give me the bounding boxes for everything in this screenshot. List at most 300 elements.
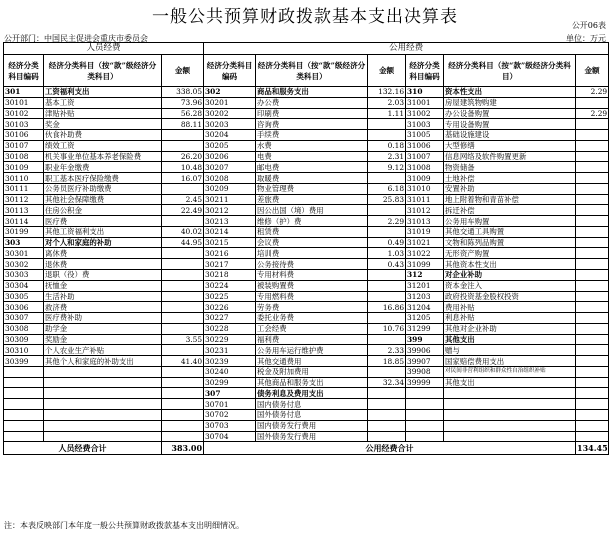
cell-amount: 2.29 bbox=[368, 216, 406, 227]
table-row bbox=[4, 366, 609, 377]
table-row bbox=[4, 270, 609, 281]
cell-name: 国外债务付息 bbox=[256, 409, 368, 420]
cell-code: 30704 bbox=[204, 431, 256, 442]
cell-amount: 10.48 bbox=[162, 162, 204, 173]
cell-amount bbox=[162, 130, 204, 141]
cell-code bbox=[4, 399, 44, 410]
cell-name: 取暖费 bbox=[256, 173, 368, 184]
cell-amount bbox=[576, 270, 609, 281]
cell-name bbox=[444, 399, 576, 410]
cell-name: 资本性支出 bbox=[444, 87, 576, 98]
cell-amount bbox=[576, 119, 609, 130]
cell-name: 绩效工资 bbox=[44, 140, 162, 151]
cell-name bbox=[444, 420, 576, 431]
table-row bbox=[4, 377, 609, 388]
cell-amount bbox=[576, 248, 609, 259]
cell-code: 30109 bbox=[4, 162, 44, 173]
cell-code: 31204 bbox=[406, 302, 444, 313]
table-row bbox=[4, 431, 609, 442]
cell-code: 30302 bbox=[4, 259, 44, 270]
personnel-total-value: 383.00 bbox=[162, 442, 204, 455]
cell-code: 31008 bbox=[406, 162, 444, 173]
cell-name: 奖励金 bbox=[44, 334, 162, 345]
cell-amount: 2.29 bbox=[576, 87, 609, 98]
table-row bbox=[4, 162, 609, 173]
cell-code: 30240 bbox=[204, 366, 256, 377]
cell-code: 30102 bbox=[4, 108, 44, 119]
cell-code: 30111 bbox=[4, 183, 44, 194]
cell-name: 其他对企业补助 bbox=[444, 323, 576, 334]
cell-amount bbox=[576, 205, 609, 216]
cell-name: 房屋建筑物购建 bbox=[444, 97, 576, 108]
cell-amount bbox=[162, 420, 204, 431]
cell-code: 31019 bbox=[406, 226, 444, 237]
cell-name: 资本金注入 bbox=[444, 280, 576, 291]
cell-code: 399 bbox=[406, 334, 444, 345]
cell-name: 地上附着物和青苗补偿 bbox=[444, 194, 576, 205]
cell-code: 301 bbox=[4, 87, 44, 98]
cell-amount bbox=[576, 323, 609, 334]
cell-code bbox=[406, 409, 444, 420]
cell-amount: 2.31 bbox=[368, 151, 406, 162]
cell-name bbox=[444, 388, 576, 399]
cell-code bbox=[4, 388, 44, 399]
cell-code bbox=[4, 431, 44, 442]
cell-name: 专用材料费 bbox=[256, 270, 368, 281]
cell-name: 专用燃料费 bbox=[256, 291, 368, 302]
cell-code: 30307 bbox=[4, 313, 44, 324]
cell-code: 30225 bbox=[204, 291, 256, 302]
cell-amount bbox=[576, 366, 609, 377]
table-row bbox=[4, 226, 609, 237]
cell-code: 31022 bbox=[406, 248, 444, 259]
cell-amount bbox=[162, 388, 204, 399]
cell-name: 机关事业单位基本养老保险费 bbox=[44, 151, 162, 162]
cell-code: 30203 bbox=[204, 119, 256, 130]
cell-amount bbox=[576, 97, 609, 108]
cell-name: 其他交通工具购置 bbox=[444, 226, 576, 237]
table-row bbox=[4, 420, 609, 431]
cell-code: 30199 bbox=[4, 226, 44, 237]
cell-code: 30226 bbox=[204, 302, 256, 313]
cell-code: 31299 bbox=[406, 323, 444, 334]
cell-code: 30202 bbox=[204, 108, 256, 119]
cell-name: 债务利息及费用支出 bbox=[256, 388, 368, 399]
cell-code bbox=[406, 420, 444, 431]
cell-name: 税金及附加费用 bbox=[256, 366, 368, 377]
table-row bbox=[4, 345, 609, 356]
table-row bbox=[4, 259, 609, 270]
cell-amount: 88.11 bbox=[162, 119, 204, 130]
cell-code: 31006 bbox=[406, 140, 444, 151]
cell-name: 退职（役）费 bbox=[44, 270, 162, 281]
cell-name: 土地补偿 bbox=[444, 173, 576, 184]
cell-code: 30301 bbox=[4, 248, 44, 259]
cell-name: 拆迁补偿 bbox=[444, 205, 576, 216]
department: 公开部门：中国民主促进会重庆市委员会 bbox=[4, 34, 148, 43]
cell-code: 31013 bbox=[406, 216, 444, 227]
personnel-total-label: 人员经费合计 bbox=[4, 442, 162, 455]
cell-name: 生活补助 bbox=[44, 291, 162, 302]
cell-amount bbox=[162, 140, 204, 151]
cell-amount bbox=[576, 431, 609, 442]
cell-name: 商品和服务支出 bbox=[256, 87, 368, 98]
cell-amount bbox=[576, 280, 609, 291]
table-row bbox=[4, 323, 609, 334]
table-row bbox=[4, 280, 609, 291]
cell-code: 30310 bbox=[4, 345, 44, 356]
cell-amount bbox=[576, 151, 609, 162]
cell-amount bbox=[368, 420, 406, 431]
cell-amount bbox=[576, 409, 609, 420]
cell-amount bbox=[576, 130, 609, 141]
cell-code bbox=[4, 409, 44, 420]
cell-name: 国内债务付息 bbox=[256, 399, 368, 410]
cell-amount: 16.07 bbox=[162, 173, 204, 184]
table-row bbox=[4, 302, 609, 313]
cell-code: 30701 bbox=[204, 399, 256, 410]
cell-code: 30207 bbox=[204, 162, 256, 173]
cell-code: 31012 bbox=[406, 205, 444, 216]
cell-name: 基本工资 bbox=[44, 97, 162, 108]
cell-name: 工资福利支出 bbox=[44, 87, 162, 98]
cell-name: 对个人和家庭的补助 bbox=[44, 237, 162, 248]
cell-amount: 2.33 bbox=[368, 345, 406, 356]
cell-amount bbox=[576, 291, 609, 302]
cell-code: 30113 bbox=[4, 205, 44, 216]
cell-name: 公务接待费 bbox=[256, 259, 368, 270]
cell-amount: 25.83 bbox=[368, 194, 406, 205]
cell-code: 30110 bbox=[4, 173, 44, 184]
cell-amount bbox=[162, 431, 204, 442]
footnote: 注：本表反映部门本年度一般公共预算财政拨款基本支出明细情况。 bbox=[4, 521, 244, 530]
cell-code: 31007 bbox=[406, 151, 444, 162]
cell-name: 印刷费 bbox=[256, 108, 368, 119]
cell-name: 邮电费 bbox=[256, 162, 368, 173]
unit-label: 单位：万元 bbox=[566, 34, 606, 43]
cell-name: 租赁费 bbox=[256, 226, 368, 237]
cell-name: 伙食补助费 bbox=[44, 130, 162, 141]
cell-code: 31201 bbox=[406, 280, 444, 291]
cell-name: 福利费 bbox=[256, 334, 368, 345]
cell-name: 培训费 bbox=[256, 248, 368, 259]
table-row bbox=[4, 399, 609, 410]
table-row bbox=[4, 356, 609, 367]
cell-code bbox=[406, 399, 444, 410]
cell-name: 离休费 bbox=[44, 248, 162, 259]
cell-amount bbox=[576, 194, 609, 205]
table-row bbox=[4, 97, 609, 108]
cell-name: 办公费 bbox=[256, 97, 368, 108]
cell-name: 物资储备 bbox=[444, 162, 576, 173]
cell-code: 31005 bbox=[406, 130, 444, 141]
cell-amount bbox=[162, 366, 204, 377]
col-header-code: 经济分类科目编码 bbox=[406, 55, 444, 87]
table-row bbox=[4, 334, 609, 345]
cell-name bbox=[44, 388, 162, 399]
cell-code: 30201 bbox=[204, 97, 256, 108]
cell-code: 30205 bbox=[204, 140, 256, 151]
cell-name: 被装购置费 bbox=[256, 280, 368, 291]
cell-name: 公务用车购置 bbox=[444, 216, 576, 227]
cell-amount bbox=[576, 226, 609, 237]
cell-name: 差旅费 bbox=[256, 194, 368, 205]
personnel-section-header: 人员经费 bbox=[4, 43, 204, 55]
cell-amount bbox=[368, 291, 406, 302]
cell-amount: 26.20 bbox=[162, 151, 204, 162]
cell-name: 住房公积金 bbox=[44, 205, 162, 216]
cell-code: 30305 bbox=[4, 291, 44, 302]
cell-name bbox=[44, 431, 162, 442]
cell-name: 委托业务费 bbox=[256, 313, 368, 324]
cell-amount bbox=[576, 162, 609, 173]
cell-amount bbox=[162, 345, 204, 356]
cell-name: 个人农业生产补贴 bbox=[44, 345, 162, 356]
cell-code: 30107 bbox=[4, 140, 44, 151]
table-row bbox=[4, 151, 609, 162]
cell-amount bbox=[576, 377, 609, 388]
cell-name: 公务用车运行维护费 bbox=[256, 345, 368, 356]
cell-name: 手续费 bbox=[256, 130, 368, 141]
cell-name: 政府投资基金股权投资 bbox=[444, 291, 576, 302]
col-header-code: 经济分类科目编码 bbox=[4, 55, 44, 87]
cell-name: 救济费 bbox=[44, 302, 162, 313]
cell-amount bbox=[162, 323, 204, 334]
cell-name: 文物和陈列品购置 bbox=[444, 237, 576, 248]
cell-amount bbox=[368, 226, 406, 237]
public-total-label: 公用经费合计 bbox=[204, 442, 576, 455]
cell-name: 其他个人和家庭的补助支出 bbox=[44, 356, 162, 367]
cell-code: 30299 bbox=[204, 377, 256, 388]
cell-code: 30206 bbox=[204, 151, 256, 162]
cell-amount bbox=[576, 140, 609, 151]
col-header-name: 经济分类科目（按“款”级经济分类科目） bbox=[256, 55, 368, 87]
table-row bbox=[4, 130, 609, 141]
cell-code: 30215 bbox=[204, 237, 256, 248]
cell-code: 31010 bbox=[406, 183, 444, 194]
cell-name: 对民间非营利组织和群众性自治组织补贴 bbox=[444, 366, 576, 377]
cell-code: 31002 bbox=[406, 108, 444, 119]
cell-name: 职业年金缴费 bbox=[44, 162, 162, 173]
cell-code: 30303 bbox=[4, 270, 44, 281]
cell-amount bbox=[162, 399, 204, 410]
table-row bbox=[4, 409, 609, 420]
cell-amount bbox=[368, 130, 406, 141]
cell-code: 39908 bbox=[406, 366, 444, 377]
table-row bbox=[4, 194, 609, 205]
cell-code: 30239 bbox=[204, 356, 256, 367]
cell-code: 30212 bbox=[204, 205, 256, 216]
cell-name: 抚恤金 bbox=[44, 280, 162, 291]
expenditure-table bbox=[3, 42, 609, 455]
cell-code: 30217 bbox=[204, 259, 256, 270]
cell-code: 31021 bbox=[406, 237, 444, 248]
cell-name: 退休费 bbox=[44, 259, 162, 270]
cell-code: 302 bbox=[204, 87, 256, 98]
cell-amount bbox=[368, 409, 406, 420]
table-row bbox=[4, 173, 609, 184]
cell-name bbox=[44, 409, 162, 420]
cell-amount bbox=[368, 173, 406, 184]
cell-amount: 44.95 bbox=[162, 237, 204, 248]
cell-amount: 73.96 bbox=[162, 97, 204, 108]
cell-code: 30224 bbox=[204, 280, 256, 291]
cell-amount: 22.49 bbox=[162, 205, 204, 216]
cell-amount bbox=[162, 377, 204, 388]
cell-code: 30103 bbox=[4, 119, 44, 130]
public-section-header: 公用经费 bbox=[204, 43, 609, 55]
cell-amount bbox=[368, 313, 406, 324]
cell-name: 其他商品和服务支出 bbox=[256, 377, 368, 388]
cell-amount bbox=[162, 302, 204, 313]
cell-amount: 1.11 bbox=[368, 108, 406, 119]
cell-code: 30114 bbox=[4, 216, 44, 227]
cell-code: 30304 bbox=[4, 280, 44, 291]
cell-name: 会议费 bbox=[256, 237, 368, 248]
cell-name bbox=[44, 399, 162, 410]
cell-amount: 0.18 bbox=[368, 140, 406, 151]
table-row bbox=[4, 183, 609, 194]
cell-code: 30308 bbox=[4, 323, 44, 334]
section-header-row bbox=[4, 43, 609, 55]
cell-amount bbox=[162, 313, 204, 324]
cell-name: 电费 bbox=[256, 151, 368, 162]
cell-name bbox=[44, 366, 162, 377]
table-row bbox=[4, 140, 609, 151]
cell-amount: 0.43 bbox=[368, 259, 406, 270]
cell-name bbox=[444, 431, 576, 442]
cell-code: 31009 bbox=[406, 173, 444, 184]
cell-name: 物业管理费 bbox=[256, 183, 368, 194]
table-row bbox=[4, 248, 609, 259]
totals-row bbox=[4, 442, 609, 455]
cell-amount bbox=[162, 216, 204, 227]
table-row bbox=[4, 119, 609, 130]
cell-name: 赠与 bbox=[444, 345, 576, 356]
cell-code: 39999 bbox=[406, 377, 444, 388]
col-header-amount: 金额 bbox=[368, 55, 406, 87]
table-row bbox=[4, 291, 609, 302]
cell-code: 30399 bbox=[4, 356, 44, 367]
cell-code: 30306 bbox=[4, 302, 44, 313]
cell-code: 30106 bbox=[4, 130, 44, 141]
cell-amount bbox=[368, 280, 406, 291]
cell-name bbox=[44, 420, 162, 431]
cell-name bbox=[444, 409, 576, 420]
cell-amount bbox=[368, 270, 406, 281]
cell-amount: 2.03 bbox=[368, 97, 406, 108]
cell-amount: 32.34 bbox=[368, 377, 406, 388]
cell-amount: 2.29 bbox=[576, 108, 609, 119]
cell-code bbox=[4, 366, 44, 377]
cell-amount: 338.05 bbox=[162, 87, 204, 98]
cell-amount: 10.76 bbox=[368, 323, 406, 334]
table-row bbox=[4, 87, 609, 98]
cell-code: 30229 bbox=[204, 334, 256, 345]
cell-amount bbox=[368, 205, 406, 216]
cell-amount bbox=[162, 291, 204, 302]
page-title: 一般公共预算财政拨款基本支出决算表 bbox=[152, 7, 458, 27]
table-row bbox=[4, 108, 609, 119]
cell-name: 国内债务发行费用 bbox=[256, 420, 368, 431]
cell-code: 31099 bbox=[406, 259, 444, 270]
cell-code: 39906 bbox=[406, 345, 444, 356]
cell-amount bbox=[162, 280, 204, 291]
cell-name: 津贴补贴 bbox=[44, 108, 162, 119]
cell-name: 安置补助 bbox=[444, 183, 576, 194]
cell-code: 30204 bbox=[204, 130, 256, 141]
cell-amount bbox=[576, 216, 609, 227]
cell-code: 30211 bbox=[204, 194, 256, 205]
cell-amount bbox=[162, 270, 204, 281]
cell-amount bbox=[576, 388, 609, 399]
cell-name: 其他资本性支出 bbox=[444, 259, 576, 270]
cell-amount bbox=[368, 119, 406, 130]
cell-amount bbox=[576, 356, 609, 367]
cell-name: 专用设备购置 bbox=[444, 119, 576, 130]
cell-name: 国外债务发行费用 bbox=[256, 431, 368, 442]
cell-amount bbox=[162, 409, 204, 420]
cell-name: 无形资产购置 bbox=[444, 248, 576, 259]
cell-amount: 1.03 bbox=[368, 248, 406, 259]
cell-code: 30218 bbox=[204, 270, 256, 281]
col-header-name: 经济分类科目（按“款”级经济分类科目） bbox=[444, 55, 576, 87]
cell-name: 其他社会保障缴费 bbox=[44, 194, 162, 205]
cell-code: 39907 bbox=[406, 356, 444, 367]
cell-name: 因公出国（境）费用 bbox=[256, 205, 368, 216]
cell-name: 费用补贴 bbox=[444, 302, 576, 313]
cell-amount: 6.18 bbox=[368, 183, 406, 194]
cell-code: 30209 bbox=[204, 183, 256, 194]
cell-code: 30208 bbox=[204, 173, 256, 184]
cell-code: 30228 bbox=[204, 323, 256, 334]
cell-amount bbox=[368, 431, 406, 442]
cell-name: 劳务费 bbox=[256, 302, 368, 313]
column-header-row bbox=[4, 55, 609, 87]
cell-amount bbox=[368, 388, 406, 399]
cell-name: 医疗费补助 bbox=[44, 313, 162, 324]
cell-amount: 40.02 bbox=[162, 226, 204, 237]
cell-name: 其他支出 bbox=[444, 334, 576, 345]
cell-amount: 18.85 bbox=[368, 356, 406, 367]
cell-amount bbox=[368, 334, 406, 345]
cell-amount bbox=[576, 302, 609, 313]
cell-amount: 9.12 bbox=[368, 162, 406, 173]
cell-name: 工会经费 bbox=[256, 323, 368, 334]
cell-code: 30231 bbox=[204, 345, 256, 356]
cell-code: 31001 bbox=[406, 97, 444, 108]
cell-name: 公务员医疗补助缴费 bbox=[44, 183, 162, 194]
cell-amount bbox=[368, 366, 406, 377]
cell-code: 30112 bbox=[4, 194, 44, 205]
cell-code: 30702 bbox=[204, 409, 256, 420]
cell-name: 对企业补助 bbox=[444, 270, 576, 281]
cell-amount: 41.40 bbox=[162, 356, 204, 367]
cell-name: 办公设备购置 bbox=[444, 108, 576, 119]
cell-amount bbox=[162, 183, 204, 194]
table-row bbox=[4, 237, 609, 248]
cell-code: 30214 bbox=[204, 226, 256, 237]
cell-amount bbox=[576, 345, 609, 356]
cell-amount: 56.28 bbox=[162, 108, 204, 119]
cell-amount: 0.49 bbox=[368, 237, 406, 248]
table-row bbox=[4, 205, 609, 216]
cell-code bbox=[4, 420, 44, 431]
cell-amount: 3.55 bbox=[162, 334, 204, 345]
cell-name: 信息网络及软件购置更新 bbox=[444, 151, 576, 162]
cell-amount: 132.16 bbox=[368, 87, 406, 98]
cell-amount bbox=[576, 183, 609, 194]
